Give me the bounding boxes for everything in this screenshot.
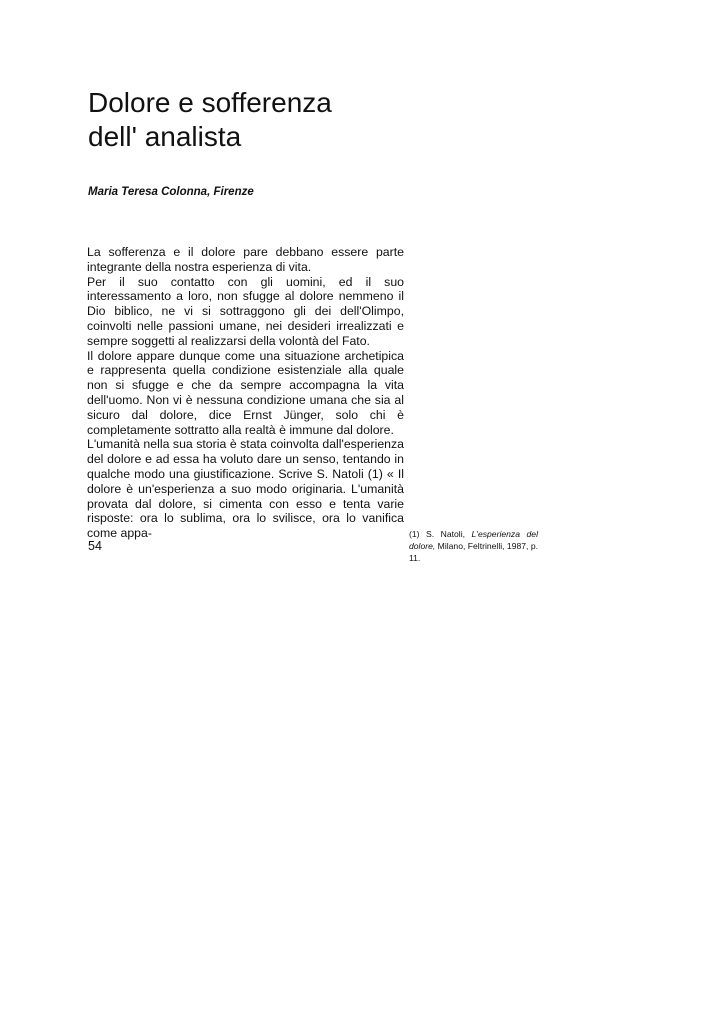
footnote-work-title: L'esperienza del dolore, [409, 529, 538, 551]
article-title [88, 86, 448, 154]
page-number: 54 [88, 539, 102, 553]
article-body [87, 245, 404, 541]
body-paragraph: Per il suo contatto con gli uomini, ed il suo interessamento a loro, non sfugge al dolore nemmeno il Dio biblico, ne vi si sottraggono gli dei dell'Olimpo, coinvolti nelle passioni umane, nei desideri irrealizzati e sempre soggetti al realizzarsi della volontà del Fato. [87, 274, 404, 348]
footnote-prefix: (1) S. Natoli, [409, 529, 472, 539]
article-author: Maria Teresa Colonna, Firenze [88, 186, 254, 198]
footnote-suffix: Milano, Feltrinelli, 1987, p. 11. [409, 541, 538, 563]
body-paragraph: La sofferenza e il dolore pare debbano essere parte integrante della nostra esperienza di vita. [87, 245, 404, 274]
article-title-line-2: dell' analista [88, 121, 242, 152]
article-title-line-1: Dolore e sofferenza [88, 87, 332, 118]
footnote [409, 528, 538, 564]
body-paragraph: Il dolore appare dunque come una situazione archetipica e rappresenta quella condizione esistenziale alla quale non si sfugge e che da sempre accompagna la vita dell'uomo. Non vi è nessuna condizione umana che sia al sicuro dal dolore, dice Ernst Jünger, solo chi è completamente sottratto alla realtà è immune dal dolore. [87, 348, 404, 437]
body-paragraph: L'umanità nella sua storia è stata coinvolta dall'esperienza del dolore e ad essa ha voluto dare un senso, tentando in qualche modo una giustificazione. Scrive S. Natoli (1) « Il dolore è un'esperienza a suo modo originaria. L'umanità provata dal dolore, si cimenta con esso e tenta varie risposte: ora lo sublima, ora lo svilisce, ora lo vanifica come appa- [87, 437, 404, 541]
